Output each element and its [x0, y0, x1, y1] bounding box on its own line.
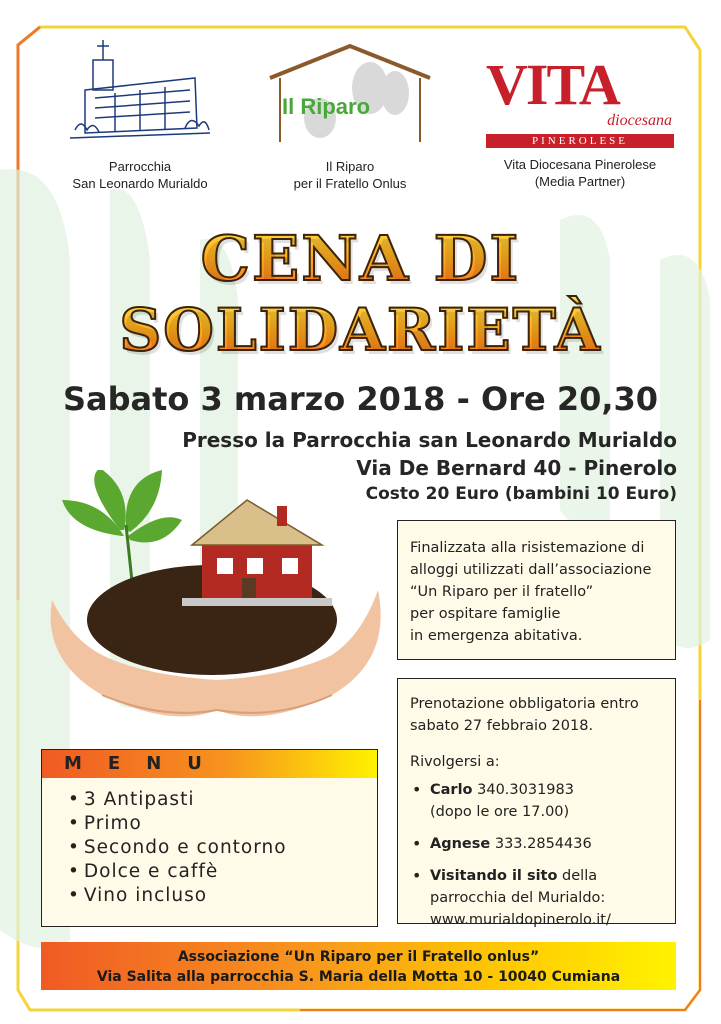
- riparo-logo-block: [250, 38, 450, 192]
- menu-item: • Vino incluso: [68, 884, 377, 908]
- parish-caption: [40, 158, 240, 192]
- purpose-line: Finalizzata alla risistemazione di: [410, 540, 645, 556]
- contact-note: parrocchia del Murialdo:: [430, 890, 606, 906]
- purpose-box: [397, 520, 676, 660]
- booking-contacts: [410, 779, 663, 931]
- vita-logo-word: VITA: [486, 52, 619, 117]
- booking-box: [397, 678, 676, 928]
- headline-line1: [0, 222, 721, 295]
- booking-contact-intro: Rivolgersi a:: [410, 754, 500, 770]
- contact-phone: 340.3031983: [472, 782, 574, 798]
- vita-logo-block: [470, 38, 690, 190]
- vita-caption-line2: (Media Partner): [534, 174, 626, 189]
- contact-name: Visitando il sito: [430, 868, 558, 884]
- vita-caption-line1: Vita Diocesana Pinerolese: [503, 157, 657, 172]
- menu-item: • 3 Antipasti: [68, 788, 377, 812]
- purpose-line: “Un Riparo per il fratello”: [410, 584, 594, 600]
- purpose-line: per ospitare famiglie: [410, 606, 561, 622]
- contact-item: [410, 779, 663, 823]
- contact-name: Carlo: [430, 782, 473, 798]
- hands-house-illustration: [42, 470, 392, 740]
- contact-item: [410, 833, 663, 855]
- riparo-caption: [250, 158, 450, 192]
- event-address: Via De Bernard 40 - Pinerolo: [356, 456, 677, 480]
- church-drawing-icon: [65, 38, 215, 148]
- contact-note: (dopo le ore 17.00): [430, 804, 570, 820]
- booking-line1: Prenotazione obbligatoria entro: [410, 696, 639, 712]
- riparo-house-logo-icon: [260, 38, 440, 148]
- parish-logo-block: [40, 38, 240, 192]
- menu-item: • Primo: [68, 812, 377, 836]
- vita-caption: [470, 156, 690, 190]
- riparo-caption-line1: Il Riparo: [325, 159, 375, 174]
- parish-caption-line1: Parrocchia: [108, 159, 172, 174]
- footer-line1: Associazione “Un Riparo per il Fratello onlus”: [177, 949, 540, 965]
- purpose-line: alloggi utilizzati dall’associazione: [410, 562, 652, 578]
- menu-title: MENU: [42, 750, 377, 778]
- menu-box: [41, 749, 378, 927]
- vita-logo: [486, 52, 674, 150]
- event-place: Presso la Parrocchia san Leonardo Murialdo: [182, 428, 677, 452]
- event-cost: Costo 20 Euro (bambini 10 Euro): [365, 484, 677, 504]
- contact-phone: 333.2854436: [490, 836, 592, 852]
- menu-list: [68, 788, 377, 908]
- headline-line2: [0, 296, 721, 364]
- menu-item: • Dolce e caffè: [68, 860, 377, 884]
- contact-detail: della: [557, 868, 598, 884]
- booking-line2: sabato 27 febbraio 2018.: [410, 718, 594, 734]
- headline-line1-text: CENA DI: [200, 222, 521, 295]
- website-link[interactable]: www.murialdopinerolo.it/: [430, 912, 611, 928]
- riparo-caption-line2: per il Fratello Onlus: [293, 176, 407, 191]
- footer-banner: [41, 942, 676, 990]
- footer-line2: Via Salita alla parrocchia S. Maria della Motta 10 - 10040 Cumiana: [96, 969, 621, 985]
- parish-caption-line2: San Leonardo Murialdo: [72, 176, 208, 191]
- contact-item: [410, 865, 663, 931]
- purpose-line: in emergenza abitativa.: [410, 628, 583, 644]
- vita-logo-bar: PINEROLESE: [486, 134, 674, 148]
- vita-logo-sub: diocesana: [607, 112, 672, 129]
- contact-name: Agnese: [430, 836, 491, 852]
- event-date-time: Sabato 3 marzo 2018 - Ore 20,30: [62, 380, 659, 418]
- headline-line2-text: SOLIDARIETÀ: [119, 296, 602, 364]
- menu-item: • Secondo e contorno: [68, 836, 377, 860]
- riparo-logo-text: Il Riparo: [282, 94, 371, 119]
